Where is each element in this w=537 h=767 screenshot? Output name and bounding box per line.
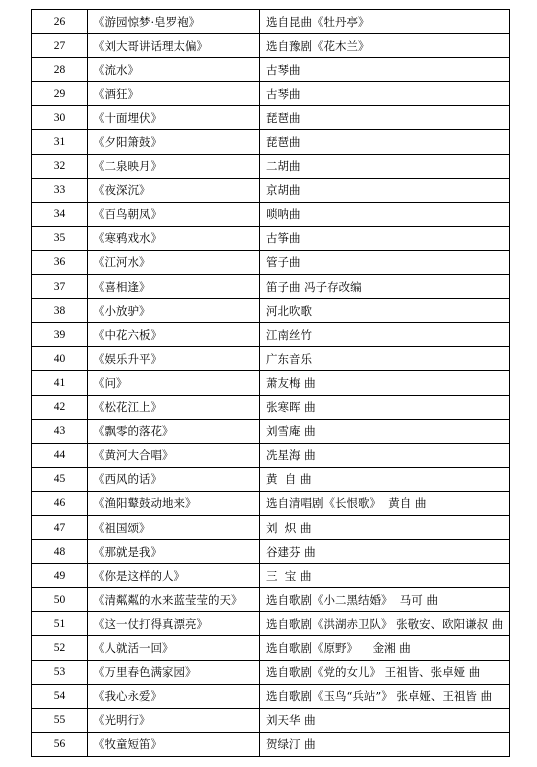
- row-number: 52: [32, 636, 88, 660]
- piece-title: 《十面埋伏》: [88, 106, 260, 130]
- piece-source: 萧友梅 曲: [260, 371, 510, 395]
- row-number: 28: [32, 58, 88, 82]
- table-row: [32, 34, 510, 58]
- piece-title: 《寒鸦戏水》: [88, 226, 260, 250]
- row-number: 41: [32, 371, 88, 395]
- table-row: [32, 443, 510, 467]
- piece-source: 选自清唱剧《长恨歌》 黄自 曲: [260, 491, 510, 515]
- row-number: 35: [32, 226, 88, 250]
- piece-title: 《游园惊梦·皂罗袍》: [88, 10, 260, 34]
- piece-title: 《夜深沉》: [88, 178, 260, 202]
- table-row: [32, 106, 510, 130]
- piece-source: 黄 自 曲: [260, 467, 510, 491]
- piece-title: 《这一仗打得真漂亮》: [88, 612, 260, 636]
- piece-title: 《我心永爱》: [88, 684, 260, 708]
- row-number: 31: [32, 130, 88, 154]
- piece-title: 《万里春色满家园》: [88, 660, 260, 684]
- piece-title: 《黄河大合唱》: [88, 443, 260, 467]
- row-number: 49: [32, 564, 88, 588]
- row-number: 30: [32, 106, 88, 130]
- piece-source: 琵琶曲: [260, 106, 510, 130]
- row-number: 46: [32, 491, 88, 515]
- piece-source: 二胡曲: [260, 154, 510, 178]
- piece-title: 《夕阳箫鼓》: [88, 130, 260, 154]
- row-number: 51: [32, 612, 88, 636]
- piece-title: 《中花六板》: [88, 323, 260, 347]
- piece-source: 刘天华 曲: [260, 708, 510, 732]
- row-number: 26: [32, 10, 88, 34]
- piece-title: 《你是这样的人》: [88, 564, 260, 588]
- piece-title: 《人就活一回》: [88, 636, 260, 660]
- table-row: [32, 660, 510, 684]
- table-row: [32, 395, 510, 419]
- piece-title: 《松花江上》: [88, 395, 260, 419]
- piece-title: 《娱乐升平》: [88, 347, 260, 371]
- piece-source: 笛子曲 冯子存改编: [260, 275, 510, 299]
- row-number: 48: [32, 540, 88, 564]
- table-row: [32, 684, 510, 708]
- piece-title: 《刘大哥讲话理太偏》: [88, 34, 260, 58]
- row-number: 44: [32, 443, 88, 467]
- row-number: 29: [32, 82, 88, 106]
- table-row: [32, 10, 510, 34]
- row-number: 37: [32, 275, 88, 299]
- table-body: [32, 10, 510, 757]
- table-row: [32, 347, 510, 371]
- table-row: [32, 58, 510, 82]
- piece-source: 选自歌剧《洪湖赤卫队》 张敬安、欧阳谦叔 曲: [260, 612, 510, 636]
- piece-title: 《清粼粼的水来蓝莹莹的天》: [88, 588, 260, 612]
- table-row: [32, 636, 510, 660]
- piece-source: 选自歌剧《党的女儿》 王祖皆、张卓娅 曲: [260, 660, 510, 684]
- piece-source: 张寒晖 曲: [260, 395, 510, 419]
- piece-title: 《二泉映月》: [88, 154, 260, 178]
- table-row: [32, 371, 510, 395]
- row-number: 32: [32, 154, 88, 178]
- piece-source: 河北吹歌: [260, 299, 510, 323]
- row-number: 47: [32, 515, 88, 539]
- row-number: 56: [32, 732, 88, 756]
- row-number: 27: [32, 34, 88, 58]
- table-row: [32, 226, 510, 250]
- table-row: [32, 564, 510, 588]
- piece-title: 《酒狂》: [88, 82, 260, 106]
- row-number: 39: [32, 323, 88, 347]
- table-row: [32, 588, 510, 612]
- table-row: [32, 250, 510, 274]
- piece-title: 《牧童短笛》: [88, 732, 260, 756]
- table-row: [32, 130, 510, 154]
- row-number: 45: [32, 467, 88, 491]
- table-row: [32, 540, 510, 564]
- piece-title: 《光明行》: [88, 708, 260, 732]
- table-row: [32, 708, 510, 732]
- table-row: [32, 491, 510, 515]
- row-number: 36: [32, 250, 88, 274]
- piece-source: 唢呐曲: [260, 202, 510, 226]
- piece-source: 选自豫剧《花木兰》: [260, 34, 510, 58]
- row-number: 55: [32, 708, 88, 732]
- piece-title: 《小放驴》: [88, 299, 260, 323]
- table-row: [32, 612, 510, 636]
- piece-title: 《问》: [88, 371, 260, 395]
- piece-source: 选自歌剧《原野》 金湘 曲: [260, 636, 510, 660]
- piece-title: 《祖国颂》: [88, 515, 260, 539]
- table-row: [32, 732, 510, 756]
- row-number: 33: [32, 178, 88, 202]
- piece-source: 选自歌剧《玉鸟“兵站”》 张卓娅、王祖皆 曲: [260, 684, 510, 708]
- table-row: [32, 82, 510, 106]
- piece-source: 刘雪庵 曲: [260, 419, 510, 443]
- piece-source: 选自昆曲《牡丹亭》: [260, 10, 510, 34]
- table-row: [32, 275, 510, 299]
- piece-source: 谷建芬 曲: [260, 540, 510, 564]
- repertoire-table: [31, 9, 510, 757]
- piece-source: 古琴曲: [260, 82, 510, 106]
- row-number: 40: [32, 347, 88, 371]
- piece-source: 古琴曲: [260, 58, 510, 82]
- row-number: 34: [32, 202, 88, 226]
- table-row: [32, 299, 510, 323]
- piece-source: 琵琶曲: [260, 130, 510, 154]
- piece-title: 《百鸟朝凤》: [88, 202, 260, 226]
- piece-title: 《喜相逢》: [88, 275, 260, 299]
- piece-source: 贺绿汀 曲: [260, 732, 510, 756]
- piece-title: 《流水》: [88, 58, 260, 82]
- piece-title: 《那就是我》: [88, 540, 260, 564]
- row-number: 42: [32, 395, 88, 419]
- piece-title: 《西风的话》: [88, 467, 260, 491]
- row-number: 54: [32, 684, 88, 708]
- piece-title: 《渔阳鼙鼓动地来》: [88, 491, 260, 515]
- piece-source: 广东音乐: [260, 347, 510, 371]
- table-row: [32, 202, 510, 226]
- piece-source: 刘 炽 曲: [260, 515, 510, 539]
- table-row: [32, 178, 510, 202]
- row-number: 43: [32, 419, 88, 443]
- piece-source: 三 宝 曲: [260, 564, 510, 588]
- piece-source: 选自歌剧《小二黑结婚》 马可 曲: [260, 588, 510, 612]
- piece-source: 江南丝竹: [260, 323, 510, 347]
- row-number: 38: [32, 299, 88, 323]
- piece-title: 《江河水》: [88, 250, 260, 274]
- piece-source: 管子曲: [260, 250, 510, 274]
- piece-source: 京胡曲: [260, 178, 510, 202]
- row-number: 50: [32, 588, 88, 612]
- table-row: [32, 323, 510, 347]
- table-row: [32, 467, 510, 491]
- piece-source: 古筝曲: [260, 226, 510, 250]
- row-number: 53: [32, 660, 88, 684]
- piece-source: 冼星海 曲: [260, 443, 510, 467]
- table-row: [32, 515, 510, 539]
- table-row: [32, 419, 510, 443]
- piece-title: 《飘零的落花》: [88, 419, 260, 443]
- table-row: [32, 154, 510, 178]
